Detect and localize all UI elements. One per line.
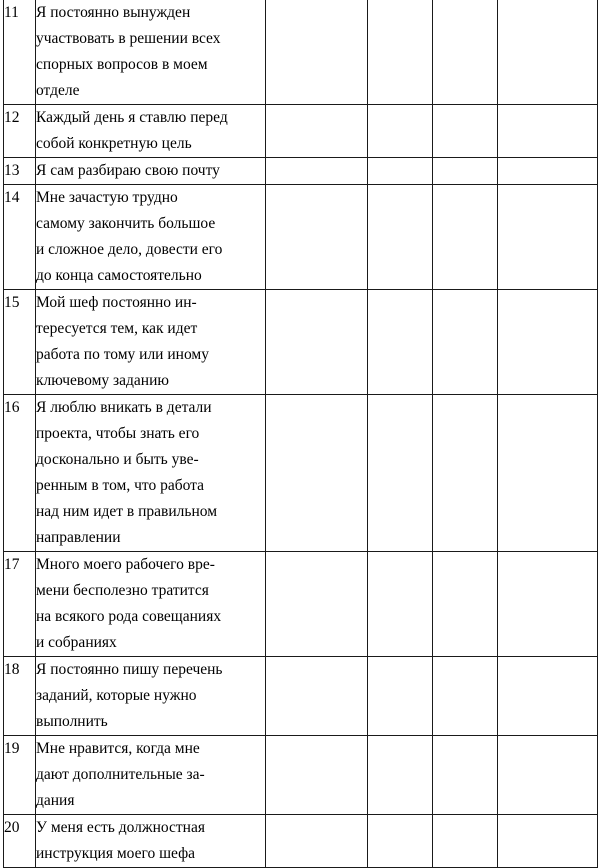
statement-line: дания <box>36 792 75 809</box>
answer-cell-1[interactable] <box>266 552 368 657</box>
answer-cell-2[interactable] <box>368 158 433 185</box>
statement-cell <box>36 290 266 395</box>
statement-line: на всякого рода совещаниях <box>36 608 222 625</box>
answer-cell-4[interactable] <box>498 552 598 657</box>
statement-line: работа по тому или иному <box>36 346 209 363</box>
statement-line: досконально и быть уве- <box>36 451 199 468</box>
table-row <box>4 552 598 657</box>
answer-cell-4[interactable] <box>498 158 598 185</box>
row-number-cell: 14 <box>4 185 36 290</box>
statement-line: Каждый день я ставлю перед <box>36 109 228 126</box>
table-row <box>4 290 598 395</box>
statement-line: и сложное дело, довести его <box>36 241 223 258</box>
answer-cell-2[interactable] <box>368 736 433 815</box>
answer-cell-1[interactable] <box>266 395 368 552</box>
answer-cell-4[interactable] <box>498 105 598 158</box>
statement-line: Много моего рабочего вре- <box>36 556 215 573</box>
answer-cell-4[interactable] <box>498 185 598 290</box>
statement-line: самому закончить большое <box>36 215 216 232</box>
statement-line: Я люблю вникать в детали <box>36 399 212 416</box>
row-number-cell: 12 <box>4 105 36 158</box>
statement-line: Мой шеф постоянно ин- <box>36 294 197 311</box>
answer-cell-2[interactable] <box>368 290 433 395</box>
answer-cell-2[interactable] <box>368 395 433 552</box>
statement-line: Я сам разбираю свою почту <box>36 162 220 179</box>
answer-cell-2[interactable] <box>368 185 433 290</box>
answer-cell-1[interactable] <box>266 158 368 185</box>
row-number-cell: 16 <box>4 395 36 552</box>
table-row <box>4 395 598 552</box>
statement-cell <box>36 395 266 552</box>
answer-cell-2[interactable] <box>368 657 433 736</box>
answer-cell-3[interactable] <box>433 736 498 815</box>
answer-cell-4[interactable] <box>498 395 598 552</box>
statement-line: и собраниях <box>36 634 117 651</box>
statement-line: Я постоянно вынужден <box>36 4 191 21</box>
statement-cell <box>36 736 266 815</box>
statement-line: тересуется тем, как идет <box>36 320 198 337</box>
statement-line: проекта, чтобы знать его <box>36 425 200 442</box>
statement-line: инструкция моего шефа <box>36 845 196 862</box>
row-number-cell: 18 <box>4 657 36 736</box>
row-number-cell: 15 <box>4 290 36 395</box>
statement-cell <box>36 158 266 185</box>
row-number-cell: 20 <box>4 815 36 868</box>
answer-cell-4[interactable] <box>498 290 598 395</box>
answer-cell-2[interactable] <box>368 105 433 158</box>
statement-line: выполнить <box>36 713 108 730</box>
answer-cell-3[interactable] <box>433 105 498 158</box>
table-row <box>4 158 598 185</box>
questionnaire-table-body <box>4 0 598 868</box>
row-number-cell: 19 <box>4 736 36 815</box>
answer-cell-2[interactable] <box>368 815 433 868</box>
answer-cell-1[interactable] <box>266 0 368 105</box>
answer-cell-1[interactable] <box>266 185 368 290</box>
answer-cell-3[interactable] <box>433 552 498 657</box>
answer-cell-1[interactable] <box>266 657 368 736</box>
answer-cell-4[interactable] <box>498 736 598 815</box>
row-number-cell: 11 <box>4 0 36 105</box>
row-number-cell: 13 <box>4 158 36 185</box>
statement-line: заданий, которые нужно <box>36 687 197 704</box>
statement-line: Мне зачастую трудно <box>36 189 178 206</box>
answer-cell-3[interactable] <box>433 657 498 736</box>
answer-cell-1[interactable] <box>266 815 368 868</box>
table-row <box>4 0 598 105</box>
statement-cell <box>36 657 266 736</box>
statement-line: мени бесполезно тратится <box>36 582 209 599</box>
answer-cell-4[interactable] <box>498 815 598 868</box>
answer-cell-1[interactable] <box>266 736 368 815</box>
statement-line: Я постоянно пишу перечень <box>36 661 223 678</box>
statement-line: Мне нравится, когда мне <box>36 740 200 757</box>
answer-cell-3[interactable] <box>433 185 498 290</box>
statement-cell <box>36 0 266 105</box>
answer-cell-3[interactable] <box>433 815 498 868</box>
table-row <box>4 736 598 815</box>
statement-line: ренным в том, что работа <box>36 477 204 494</box>
answer-cell-2[interactable] <box>368 552 433 657</box>
statement-cell <box>36 552 266 657</box>
statement-line: участвовать в решении всех <box>36 30 221 47</box>
statement-cell <box>36 105 266 158</box>
statement-line: ключевому заданию <box>36 372 169 389</box>
table-row <box>4 657 598 736</box>
statement-cell <box>36 185 266 290</box>
statement-line: направлении <box>36 529 121 546</box>
answer-cell-1[interactable] <box>266 290 368 395</box>
answer-cell-3[interactable] <box>433 158 498 185</box>
statement-cell <box>36 815 266 868</box>
answer-cell-3[interactable] <box>433 395 498 552</box>
table-row <box>4 185 598 290</box>
answer-cell-3[interactable] <box>433 290 498 395</box>
statement-line: собой конкретную цель <box>36 135 192 152</box>
statement-line: отделе <box>36 82 80 99</box>
answer-cell-4[interactable] <box>498 0 598 105</box>
table-row <box>4 105 598 158</box>
answer-cell-3[interactable] <box>433 0 498 105</box>
row-number-cell: 17 <box>4 552 36 657</box>
questionnaire-table <box>3 0 598 868</box>
statement-line: У меня есть должностная <box>36 819 205 836</box>
statement-line: дают дополнительные за- <box>36 766 205 783</box>
statement-line: спорных вопросов в моем <box>36 56 208 73</box>
statement-line: над ним идет в правильном <box>36 503 218 520</box>
answer-cell-2[interactable] <box>368 0 433 105</box>
table-row <box>4 815 598 868</box>
statement-line: до конца самостоятельно <box>36 267 202 284</box>
answer-cell-4[interactable] <box>498 657 598 736</box>
answer-cell-1[interactable] <box>266 105 368 158</box>
